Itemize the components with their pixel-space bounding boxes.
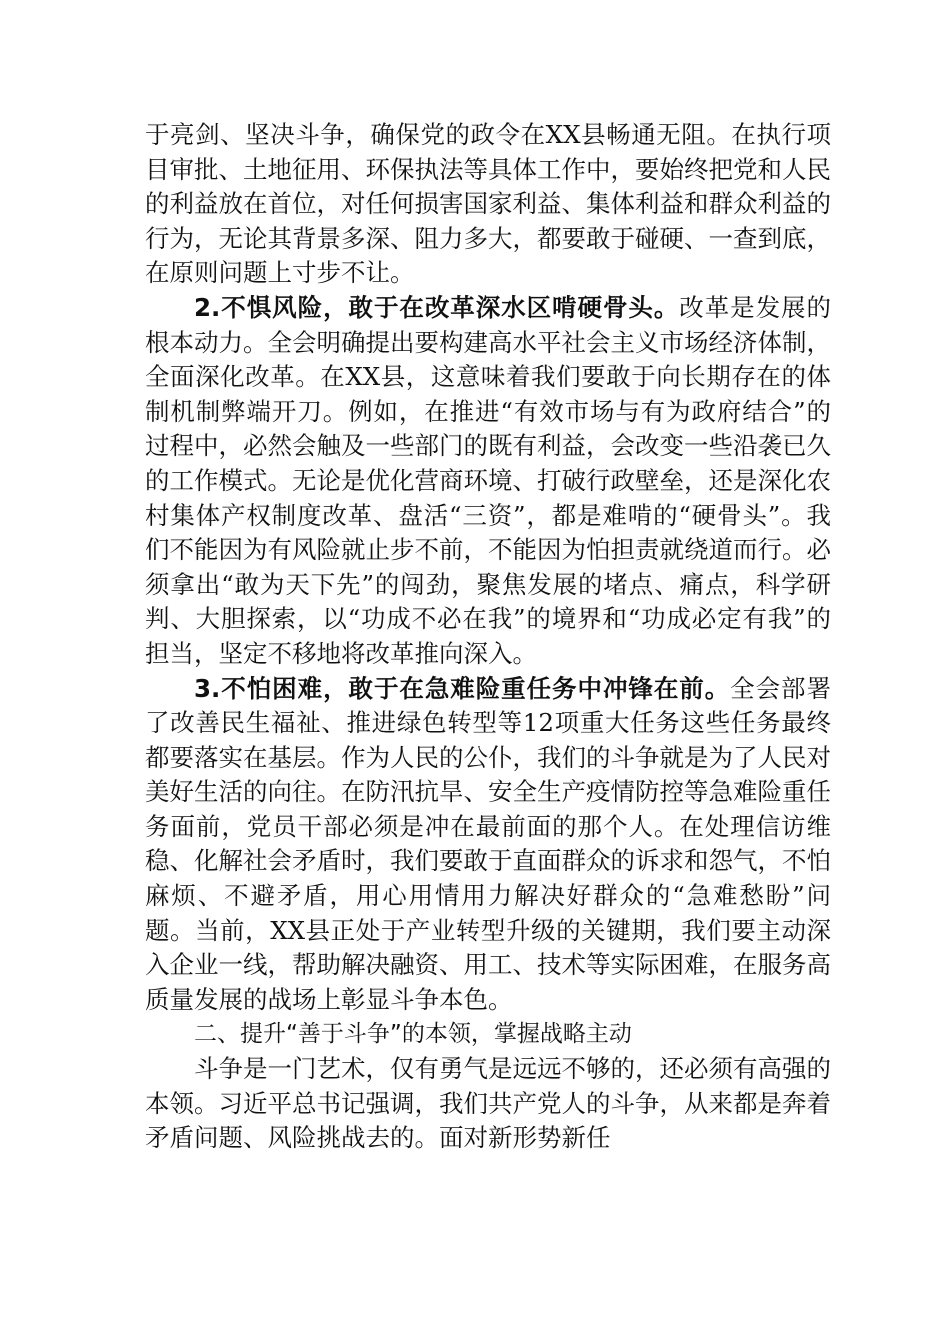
point-2-text: 改革是发展的根本动力。全会明确提出要构建高水平社会主义市场经济体制，全面深化改革。在XX县，这意味着我们要敢于向长期存在的体制机制弊端开刀。例如，在推进“有效市场与有为政府结合”的过程中，必然会触及一些部门的既有利益，会改变一些沿袭已久的工作模式。无论是优化营商环境、打破行政壁垒，还是深化农村集体产权制度改革、盘活“三资”，都是难啃的“硬骨头”。我们不能因为有风险就止步不前，不能因为怕担责就绕道而行。必须拿出“敢为天下先”的闯劲，聚焦发展的堵点、痛点，科学研判、大胆探索，以“功成不必在我”的境界和“功成必定有我”的担当，坚定不移地将改革推向深入。 (145, 292, 831, 668)
paragraph-continued (145, 118, 831, 291)
closing-paragraph: 斗争是一门艺术，仅有勇气是远远不够的，还必须有高强的本领。习近平总书记强调，我们共产党人的斗争，从来都是奔着矛盾问题、风险挑战去的。面对新形势新任 (145, 1054, 831, 1153)
paragraph-point-2 (145, 291, 831, 672)
paragraph-point-3 (145, 672, 831, 1018)
point-3-text: 全会部署了改善民生福祉、推进绿色转型等12项重大任务这些任务最终都要落实在基层。作为人民的公仆，我们的斗争就是为了人民对美好生活的向往。在防汛抗旱、安全生产疫情防控等急难险重任务面前，党员干部必须是冲在最前面的那个人。在处理信访维稳、化解社会矛盾时，我们要敢于直面群众的诉求和怨气，不怕麻烦、不避矛盾，用心用情用力解决好群众的“急难愁盼”问题。当前，XX县正处于产业转型升级的关键期，我们要主动深入企业一线，帮助解决融资、用工、技术等实际困难，在服务高质量发展的战场上彰显斗争本色。 (145, 673, 832, 1014)
point-2-lead: 2.不惧风险，敢于在改革深水区啃硬骨头。 (194, 292, 680, 322)
section-heading: 二、提升“善于斗争”的本领，掌握战略主动 (194, 1021, 632, 1048)
point-3-lead: 3.不怕困难，敢于在急难险重任务中冲锋在前。 (194, 673, 731, 703)
document-body (145, 118, 831, 1156)
paragraph-text: 于亮剑、坚决斗争，确保党的政令在XX县畅通无阻。在执行项目审批、土地征用、环保执法等具体工作中，要始终把党和人民的利益放在首位，对任何损害国家利益、集体利益和群众利益的行为，无论其背景多深、阻力多大，都要敢于碰硬、一查到底，在原则问题上寸步不让。 (145, 120, 831, 288)
